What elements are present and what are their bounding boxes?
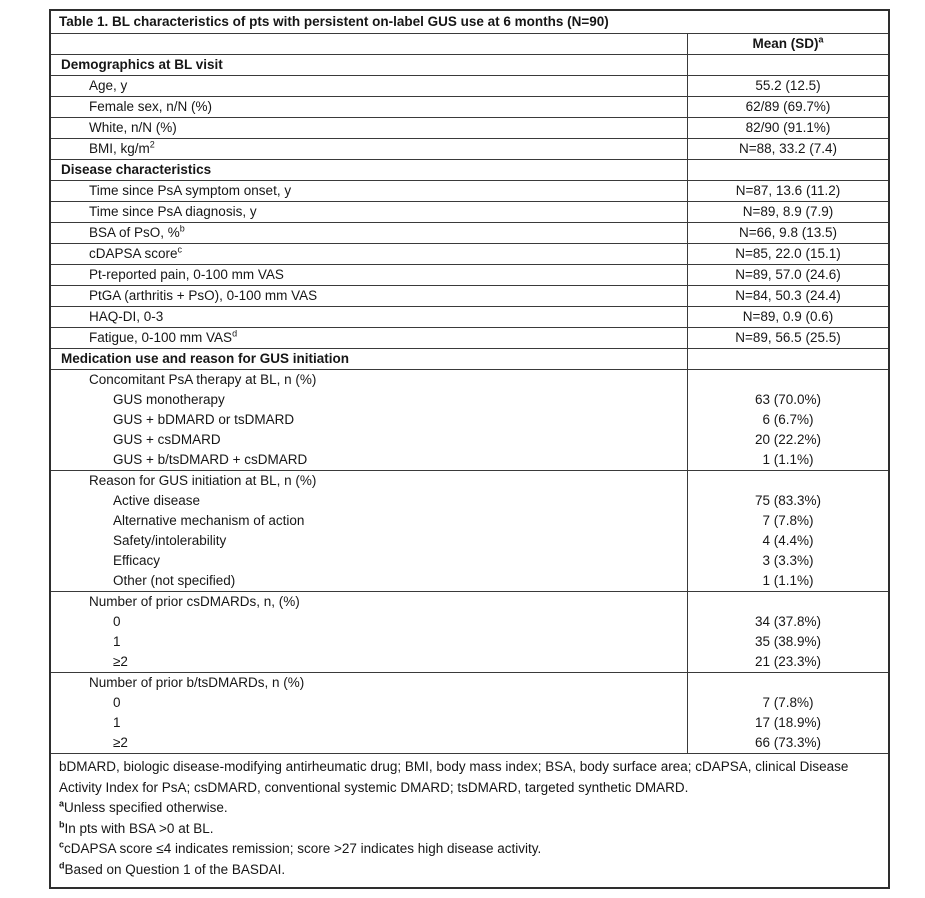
- row-value: N=89, 0.9 (0.6): [687, 306, 888, 327]
- table-footer-rows: [51, 753, 888, 887]
- row-value: 34 (37.8%): [687, 612, 888, 632]
- table-row-groupline: [51, 450, 888, 470]
- table-row-groupline: [51, 551, 888, 571]
- row-label: BSA of PsO, %$^b$: [51, 222, 687, 243]
- table-row-groupline: [51, 612, 888, 632]
- row-label: Pt-reported pain, 0-100 mm VAS: [51, 264, 687, 285]
- label-superscript: c: [177, 244, 183, 255]
- row-label: Other (not specified): [113, 573, 236, 588]
- table-row-groupstart: [51, 672, 888, 693]
- row-label: GUS + csDMARD: [113, 432, 221, 447]
- mean-sd-header: Mean (SD): [752, 36, 819, 51]
- row-value: [687, 369, 888, 390]
- row-label: White, n/N (%): [51, 117, 687, 138]
- table-title: Table 1. BL characteristics of pts with persistent on-label GUS use at 6 months (N=90): [59, 14, 609, 29]
- table-row-data: [51, 96, 888, 117]
- footnote-abbreviations: bDMARD, biologic disease-modifying antirheumatic drug; BMI, body mass index; BSA, body surface area; cDAPSA, clinical Disease Activity Index for PsA; csDMARD, conventional systemic DMARD; tsDMARD, targeted synthetic DMARD.: [59, 759, 849, 795]
- table-row-data: [51, 75, 888, 96]
- table-row-groupline: [51, 531, 888, 551]
- table-row-groupline: [51, 491, 888, 511]
- table-title-row: [51, 11, 888, 33]
- row-value: [687, 54, 888, 75]
- row-label: ≥2: [113, 735, 128, 750]
- label-superscript: d: [232, 328, 238, 339]
- row-label: ≥2: [113, 654, 128, 669]
- table-row-groupline: [51, 713, 888, 733]
- row-value: 7 (7.8%): [687, 693, 888, 713]
- table-row-data: [51, 138, 888, 159]
- row-value: 63 (70.0%): [687, 390, 888, 410]
- table-row-groupline: [51, 632, 888, 652]
- table-row-groupline: [51, 571, 888, 591]
- row-label: 1: [113, 715, 121, 730]
- table-row-groupline: [51, 733, 888, 753]
- header-value-cell: [687, 33, 888, 54]
- row-value: 6 (6.7%): [687, 410, 888, 430]
- footnote-c-marker: c: [59, 839, 65, 850]
- table-row-groupstart: [51, 470, 888, 491]
- row-value: 35 (38.9%): [687, 632, 888, 652]
- row-label: Reason for GUS initiation at BL, n (%): [51, 470, 687, 491]
- row-label: Alternative mechanism of action: [113, 513, 305, 528]
- footnote-a: [59, 798, 876, 819]
- footnote-d: [59, 860, 876, 881]
- header-empty-cell: [51, 33, 687, 54]
- row-label: HAQ-DI, 0-3: [51, 306, 687, 327]
- row-label: cDAPSA score$^c$: [51, 243, 687, 264]
- row-value: 55.2 (12.5): [687, 75, 888, 96]
- row-value: 1 (1.1%): [687, 571, 888, 591]
- table-row-data: [51, 117, 888, 138]
- row-value: N=88, 33.2 (7.4): [687, 138, 888, 159]
- table-row-data: [51, 222, 888, 243]
- row-label: Female sex, n/N (%): [51, 96, 687, 117]
- footnote-b-marker: b: [59, 819, 65, 829]
- table-row-data: [51, 180, 888, 201]
- table-row-groupline: [51, 652, 888, 672]
- table-row-groupline: [51, 390, 888, 410]
- table-1: [51, 11, 888, 887]
- footnote-b: [59, 819, 876, 840]
- row-label: Disease characteristics: [51, 159, 687, 180]
- footnotes-cell: [51, 753, 888, 887]
- row-label: Safety/intolerability: [113, 533, 227, 548]
- row-value: N=87, 13.6 (11.2): [687, 180, 888, 201]
- row-label: GUS + bDMARD or tsDMARD: [113, 412, 295, 427]
- row-label: Active disease: [113, 493, 201, 508]
- table-row-groupline: [51, 511, 888, 531]
- row-value: 3 (3.3%): [687, 551, 888, 571]
- row-label: GUS monotherapy: [113, 392, 225, 407]
- footnote-b-text: In pts with BSA >0 at BL.: [64, 820, 214, 836]
- row-value: 75 (83.3%): [687, 491, 888, 511]
- row-label: Time since PsA symptom onset, y: [51, 180, 687, 201]
- row-label: 1: [113, 634, 121, 649]
- row-value: N=89, 56.5 (25.5): [687, 327, 888, 348]
- table-body-rows: [51, 54, 888, 753]
- row-value: 17 (18.9%): [687, 713, 888, 733]
- row-value: N=89, 57.0 (24.6): [687, 264, 888, 285]
- row-value: [687, 672, 888, 693]
- table-head-rows: [51, 11, 888, 54]
- table-row-groupstart: [51, 369, 888, 390]
- row-value: 20 (22.2%): [687, 430, 888, 450]
- table-row-section: [51, 54, 888, 75]
- row-value: N=89, 8.9 (7.9): [687, 201, 888, 222]
- footnote-c-text: cDAPSA score ≤4 indicates remission; score >27 indicates high disease activity.: [64, 841, 542, 856]
- table-row-section: [51, 159, 888, 180]
- table-row-groupline: [51, 693, 888, 713]
- footnotes-row: [51, 753, 888, 887]
- row-value: N=84, 50.3 (24.4): [687, 285, 888, 306]
- mean-sd-superscript: a: [818, 34, 824, 45]
- row-label: Concomitant PsA therapy at BL, n (%): [51, 369, 687, 390]
- row-label: 0: [113, 695, 121, 710]
- row-label: Medication use and reason for GUS initiation: [51, 348, 687, 369]
- footnote-d-marker: d: [59, 860, 65, 870]
- table-row-groupline: [51, 430, 888, 450]
- row-label: Number of prior b/tsDMARDs, n (%): [51, 672, 687, 693]
- table-row-section: [51, 348, 888, 369]
- row-label: Age, y: [51, 75, 687, 96]
- table-row-data: [51, 285, 888, 306]
- row-label: 0: [113, 614, 121, 629]
- table-header-row: [51, 33, 888, 54]
- row-label: Number of prior csDMARDs, n, (%): [51, 591, 687, 612]
- table-row-data: [51, 306, 888, 327]
- row-label: PtGA (arthritis + PsO), 0-100 mm VAS: [51, 285, 687, 306]
- row-value: 82/90 (91.1%): [687, 117, 888, 138]
- row-value: [687, 159, 888, 180]
- label-superscript: 2: [149, 139, 155, 150]
- row-value: N=85, 22.0 (15.1): [687, 243, 888, 264]
- row-label: Demographics at BL visit: [51, 54, 687, 75]
- baseline-characteristics-table: [49, 9, 890, 889]
- footnote-c: [59, 839, 876, 860]
- row-value: 21 (23.3%): [687, 652, 888, 672]
- table-row-data: [51, 264, 888, 285]
- row-value: [687, 591, 888, 612]
- row-value: N=66, 9.8 (13.5): [687, 222, 888, 243]
- table-row-data: [51, 201, 888, 222]
- row-label: Time since PsA diagnosis, y: [51, 201, 687, 222]
- row-label: GUS + b/tsDMARD + csDMARD: [113, 452, 308, 467]
- row-value: 66 (73.3%): [687, 733, 888, 753]
- table-row-data: [51, 327, 888, 348]
- footnote-a-marker: a: [59, 798, 65, 809]
- row-value: 7 (7.8%): [687, 511, 888, 531]
- footnote-d-text: Based on Question 1 of the BASDAI.: [64, 861, 286, 877]
- table-row-groupstart: [51, 591, 888, 612]
- row-value: 1 (1.1%): [687, 450, 888, 470]
- row-value: 4 (4.4%): [687, 531, 888, 551]
- row-value: [687, 348, 888, 369]
- table-row-groupline: [51, 410, 888, 430]
- label-superscript: b: [179, 223, 185, 234]
- row-label: BMI, $kg/m^2$: [51, 138, 687, 159]
- table-row-data: [51, 243, 888, 264]
- row-label: Efficacy: [113, 553, 161, 568]
- row-value: 62/89 (69.7%): [687, 96, 888, 117]
- row-value: [687, 470, 888, 491]
- row-label: Fatigue, 0-100 mm VAS$^d$: [51, 327, 687, 348]
- footnote-a-text: Unless specified otherwise.: [64, 800, 228, 815]
